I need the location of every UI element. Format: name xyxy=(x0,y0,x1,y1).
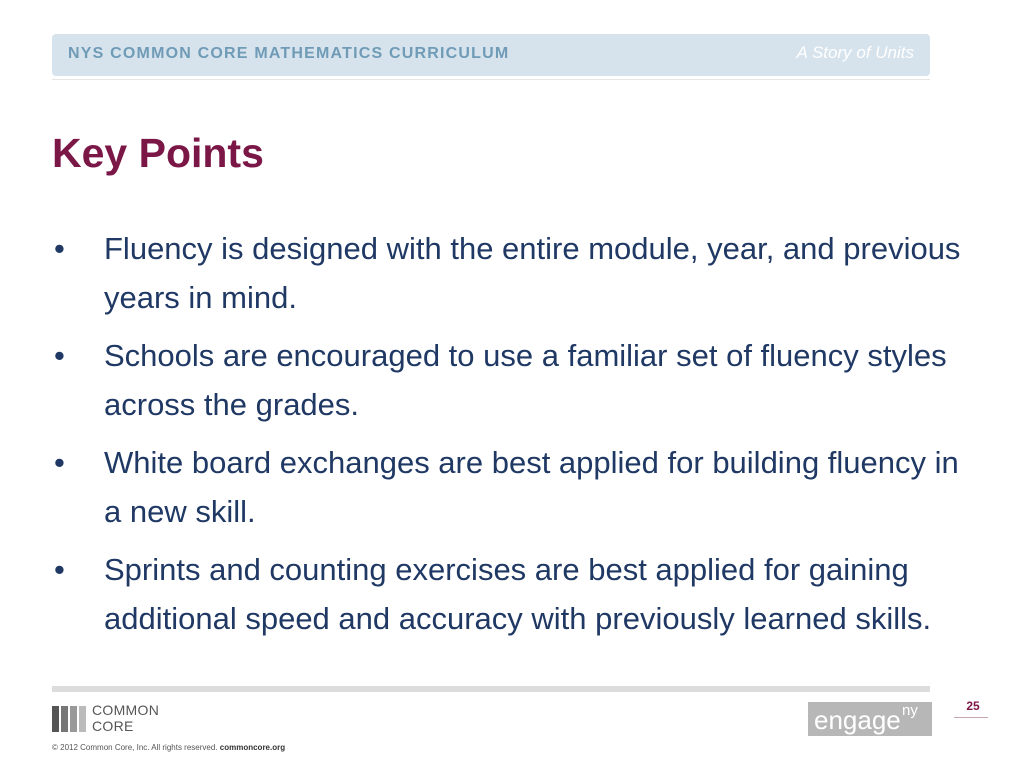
bullet-icon: • xyxy=(54,231,65,266)
page-number-underline xyxy=(954,717,988,718)
engage-logo-word: engage xyxy=(814,705,901,735)
key-point-text: Schools are encouraged to use a familiar set of fluency styles across the grades. xyxy=(104,338,947,422)
key-point-item xyxy=(52,224,972,322)
copyright-text: © 2012 Common Core, Inc. All rights reserved. xyxy=(52,743,218,752)
page-number: 25 xyxy=(966,699,980,713)
bullet-icon: • xyxy=(54,338,65,373)
key-point-item xyxy=(52,438,972,536)
logo-line-core: CORE xyxy=(92,718,134,734)
bullet-icon: • xyxy=(54,445,65,480)
story-title: A Story of Units xyxy=(796,43,914,62)
key-point-text: White board exchanges are best applied for building fluency in a new skill. xyxy=(104,445,959,529)
copyright-site: commoncore.org xyxy=(219,743,286,752)
bullet-icon: • xyxy=(54,552,65,587)
common-core-logo-icon xyxy=(52,706,88,732)
key-point-text: Sprints and counting exercises are best applied for gaining additional speed and accuracy with previously learned skills. xyxy=(104,552,932,636)
key-point-text: Fluency is designed with the entire module, year, and previous years in mind. xyxy=(104,231,961,315)
header-divider xyxy=(52,79,930,80)
logo-line-common: COMMON xyxy=(92,702,160,718)
common-core-logo-text xyxy=(92,702,159,734)
key-points-list xyxy=(52,224,972,652)
engage-logo-ny: ny xyxy=(902,702,918,719)
footer-divider xyxy=(52,686,930,692)
copyright-notice xyxy=(52,743,285,752)
key-point-item xyxy=(52,331,972,429)
engage-ny-logo xyxy=(808,702,932,736)
slide-title: Key Points xyxy=(52,130,264,176)
key-point-item xyxy=(52,545,972,643)
curriculum-title: NYS COMMON CORE MATHEMATICS CURRICULUM xyxy=(68,45,510,62)
